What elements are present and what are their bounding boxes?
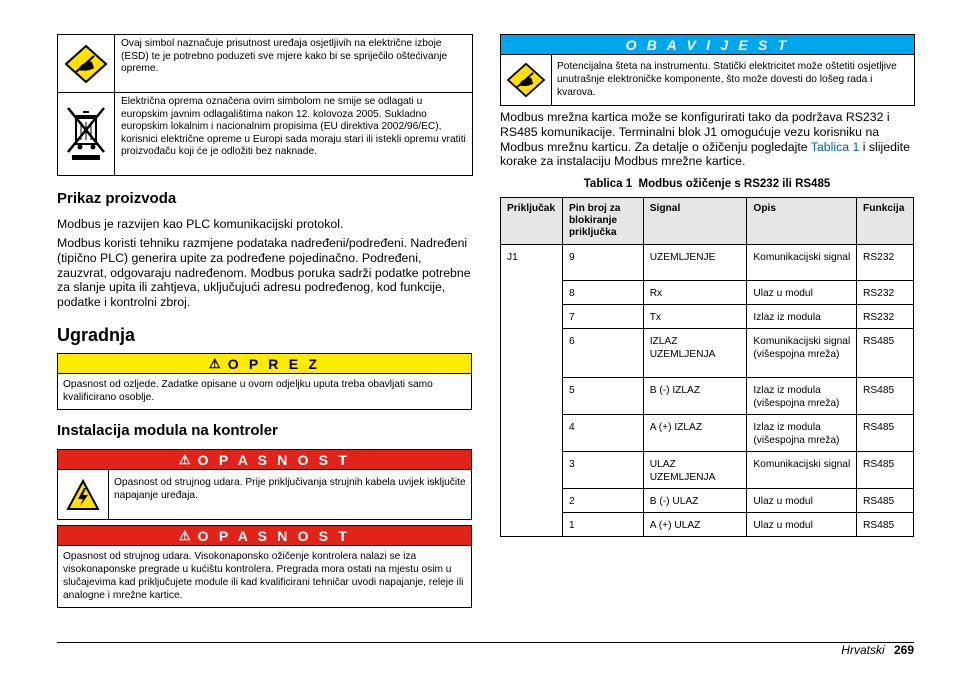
symbol-row-esd [58,35,472,93]
table-row [501,329,914,378]
table-header-cell: Opis [747,198,857,245]
table-cell: 8 [562,281,643,305]
table-caption: Tablica 1 Modbus ožičenje s RS232 ili RS485 [583,178,831,190]
table-reference-link[interactable]: Tablica 1 [810,139,860,154]
table-cell: RS485 [857,452,914,489]
table-row [501,513,914,537]
table-cell [501,415,563,452]
caution-banner [58,354,471,374]
electrical-hazard-icon [58,470,109,519]
table-cell: Izlaz iz modula (višespojna mreža) [747,415,857,452]
danger-box-1 [57,449,472,520]
symbol-text-esd: Ovaj simbol naznačuje prisutnost uređaja osjetljivih na električne izboje (ESD) te je potrebno poduzeti sve mjere kako bi se spriječilo oštećivanje opreme. [121,38,448,75]
table-row [501,245,914,281]
weee-crossed-bin-icon [58,93,115,175]
table-cell: RS485 [857,489,914,513]
intro-text-before-link: Modbus mrežna kartica može se konfigurirati tako da podržava RS232 i RS485 komunikacije. Terminalni blok J1 omogućuje vezu korisniku na Modbus mrežnu karticu. Za detalje o ožičenju pogledajte [500,110,890,154]
notice-banner [501,35,914,55]
notice-text: Potencijalna šteta na instrumentu. Statički elektricitet može oštetiti osjetljive unutrašnje elektroničke komponente, što može dovesti do lošeg rada i kvarova. [557,61,897,98]
esd-warning-icon [501,55,552,105]
table-cell: RS485 [857,378,914,415]
danger-banner-2 [58,526,471,546]
page-number: 269 [893,643,914,657]
table-cell [501,281,563,305]
notice-box [500,34,915,106]
intro-paragraph [500,110,914,169]
table-row [501,489,914,513]
caution-text: Opasnost od ozljede. Zadatke opisane u ovom odjeljku uputa treba obavljati samo kvalificirano osoblje. [63,379,433,403]
table-cell: ULAZ UZEMLJENJA [643,452,747,489]
caution-label: O P R E Z [227,355,321,372]
table-cell [501,329,563,378]
subheading-module-install: Instalacija modula na kontroler [57,422,278,439]
table-header-cell: Signal [643,198,747,245]
table-cell: J1 [501,245,563,281]
table-cell: UZEMLJENJE [643,245,747,281]
table-cell [501,305,563,329]
symbol-row-weee [58,93,472,175]
modbus-wiring-table [500,197,914,537]
danger-label-1: O P A S N O S T [197,451,351,468]
table-row [501,378,914,415]
warning-triangle-icon: ⚠ [178,527,194,543]
danger-label-2: O P A S N O S T [197,527,351,544]
table-header-cell: Funkcija [857,198,914,245]
warning-triangle-icon: ⚠ [208,355,224,371]
table-cell: RS232 [857,245,914,281]
table-cell: IZLAZ UZEMLJENJA [643,329,747,378]
table-header-row [501,198,914,245]
table-cell [501,489,563,513]
table-header-cell: Priključak [501,198,563,245]
table-cell: Izlaz iz modula (višespojna mreža) [747,378,857,415]
section-heading-product: Prikaz proizvoda [57,190,177,207]
table-row [501,452,914,489]
table-cell: 2 [562,489,643,513]
danger-banner-1 [58,450,471,470]
table-row [501,415,914,452]
table-cell: 4 [562,415,643,452]
table-cell: B (-) ULAZ [643,489,747,513]
notice-label: O B A V I J E S T [625,36,790,53]
notice-row [501,55,914,105]
danger-text-2: Opasnost od strujnog udara. Visokonaponsko ožičenje kontrolera nalazi se iza visokonaponske pregrade u kućištu kontrolera. Pregrada mora ostati na mjestu osim u slučajevima kad priključujete module ili kad kvalificirani tehničar uvodi napajanje, releje ili analogne i mrežne kartice. [63,551,464,601]
table-cell: RS232 [857,305,914,329]
table-row [501,281,914,305]
table-cell: Izlaz iz modula [747,305,857,329]
product-paragraph-1: Modbus je razvijen kao PLC komunikacijski protokol. [57,217,344,231]
symbol-text-weee: Električna oprema označena ovim simbolom ne smije se odlagati u europskim javnim odlagalištima nakon 12. kolovoza 2005. Sukladno europskim lokalnim i nacionalnim propisima (EU direktiva 2002/96/EC), korisnici električne opreme u Europi sada moraju stari ili istekli opremu vratiti proizvođaču koji će je odložiti bez naknade. [121,96,466,158]
table-cell: Komunikacijski signal [747,452,857,489]
table-cell: B (-) IZLAZ [643,378,747,415]
footer-rule [57,642,914,643]
table-cell: Ulaz u modul [747,281,857,305]
table-cell: Komunikacijski signal [747,245,857,281]
table-cell: 6 [562,329,643,378]
product-paragraph-2: Modbus koristi tehniku razmjene podataka nadređeni/podređeni. Nadređeni (tipično PLC) generira upite za podređene pojedinačno. Podređeni, zauzvrat, odgovaraju nadređenom. Modbus poruka sadrži podatke potrebne za slanje upita ili zahtjeva, uključujući adresu podređenog, kod funkcije, podatke i kontrolni zbroj. [57,236,471,310]
table-cell: Ulaz u modul [747,513,857,537]
section-heading-install: Ugradnja [57,325,136,345]
table-cell [501,513,563,537]
symbols-table [57,34,473,176]
table-cell: Tx [643,305,747,329]
footer-language: Hrvatski [841,643,885,657]
table-cell: RS485 [857,415,914,452]
table-cell: Rx [643,281,747,305]
table-cell: 7 [562,305,643,329]
table-cell: RS485 [857,329,914,378]
esd-warning-icon [58,35,115,92]
table-cell: Ulaz u modul [747,489,857,513]
warning-triangle-icon: ⚠ [178,451,194,467]
danger-box-2 [57,525,472,608]
intro-text-after-link: i slijedite korake za instalaciju Modbus mrežne kartice. [500,139,910,169]
danger-row-1 [58,470,471,519]
table-cell: RS485 [857,513,914,537]
table-cell: 1 [562,513,643,537]
table-cell: 3 [562,452,643,489]
table-cell [501,378,563,415]
table-header-cell: Pin broj za blokiranje priključka [562,198,643,245]
table-cell: 9 [562,245,643,281]
table-cell: A (+) IZLAZ [643,415,747,452]
table-cell: 5 [562,378,643,415]
footer [841,643,914,657]
table-cell: RS232 [857,281,914,305]
table-cell: Komunikacijski signal (višespojna mreža) [747,329,857,378]
caution-box [57,353,472,410]
danger-text-1: Opasnost od strujnog udara. Prije priključivanja strujnih kabela uvijek isključite napajanje uređaja. [114,477,466,501]
table-cell: A (+) ULAZ [643,513,747,537]
table-cell [501,452,563,489]
table-row [501,305,914,329]
